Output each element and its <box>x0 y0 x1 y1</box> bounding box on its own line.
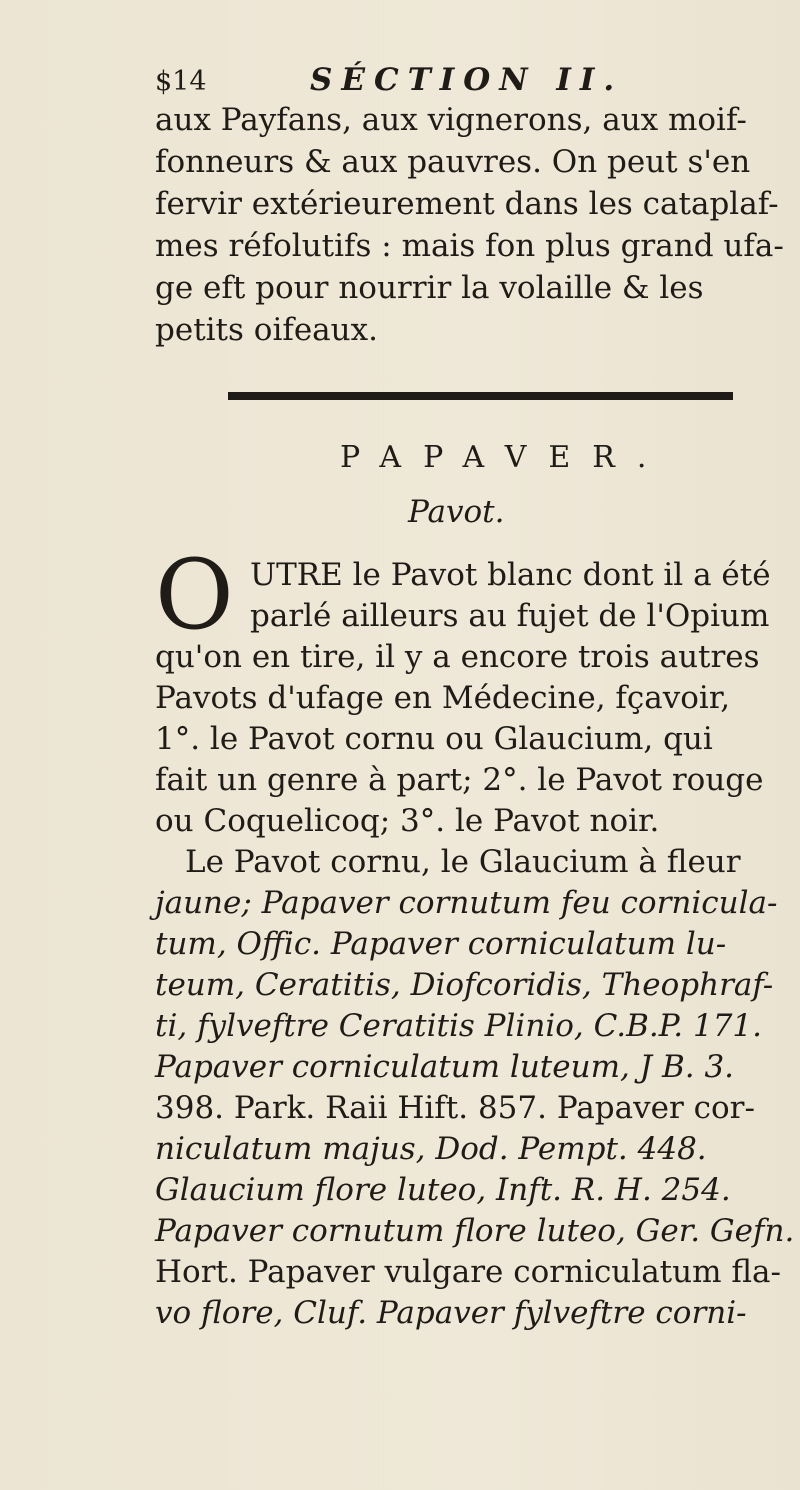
text-line: 398. Park. Raii Hift. 857. Papaver cor- <box>155 1090 755 1126</box>
section-title: PAPAVER. <box>340 440 669 475</box>
text-line: ge eft pour nourrir la volaille & les <box>155 270 704 306</box>
text-line: fervir extérieurement dans les cataplaf- <box>155 186 779 222</box>
text-line: aux Payfans, aux vignerons, aux moif- <box>155 102 747 138</box>
text-line: teum, Ceratitis, Diofcoridis, Theophraf- <box>155 967 774 1003</box>
running-head: SÉCTION II. <box>310 62 624 98</box>
text-line: jaune; Papaver cornutum feu cornicula- <box>155 885 778 921</box>
text-line: Le Pavot cornu, le Glaucium à fleur <box>185 844 741 880</box>
text-line: Pavots d'ufage en Médecine, fçavoir, <box>155 680 731 716</box>
text-line: niculatum majus, Dod. Pempt. 448. <box>155 1131 707 1167</box>
text-line: fonneurs & aux pauvres. On peut s'en <box>155 144 751 180</box>
text-line: ou Coquelicoq; 3°. le Pavot noir. <box>155 803 660 839</box>
page-header <box>155 60 755 100</box>
text-line: fait un genre à part; 2°. le Pavot rouge <box>155 762 764 798</box>
text-line: qu'on en tire, il y a encore trois autres <box>155 639 760 675</box>
text-line: 1°. le Pavot cornu ou Glaucium, qui <box>155 721 713 757</box>
text-line: Papaver cornutum flore luteo, Ger. Gefn. <box>155 1213 795 1249</box>
page-number: $14 <box>155 66 207 97</box>
text-line: Hort. Papaver vulgare corniculatum fla- <box>155 1254 781 1290</box>
section-subtitle: Pavot. <box>408 494 505 530</box>
text-line: parlé ailleurs au fujet de l'Opium <box>250 598 770 634</box>
text-line: ti, fylveftre Ceratitis Plinio, C.B.P. 171. <box>155 1008 763 1044</box>
text-line: UTRE le Pavot blanc dont il a été <box>250 557 771 593</box>
text-line: vo flore, Cluf. Papaver fylveftre corni- <box>155 1295 747 1331</box>
text-line: Glaucium flore luteo, Inft. R. H. 254. <box>155 1172 731 1208</box>
text-line: tum, Offic. Papaver corniculatum lu- <box>155 926 727 962</box>
text-line: Papaver corniculatum luteum, J B. 3. <box>155 1049 735 1085</box>
text-line: petits oifeaux. <box>155 312 378 348</box>
section-divider <box>228 392 733 400</box>
text-line: mes réfolutifs : mais fon plus grand ufa- <box>155 228 784 264</box>
drop-cap: O <box>155 539 234 651</box>
